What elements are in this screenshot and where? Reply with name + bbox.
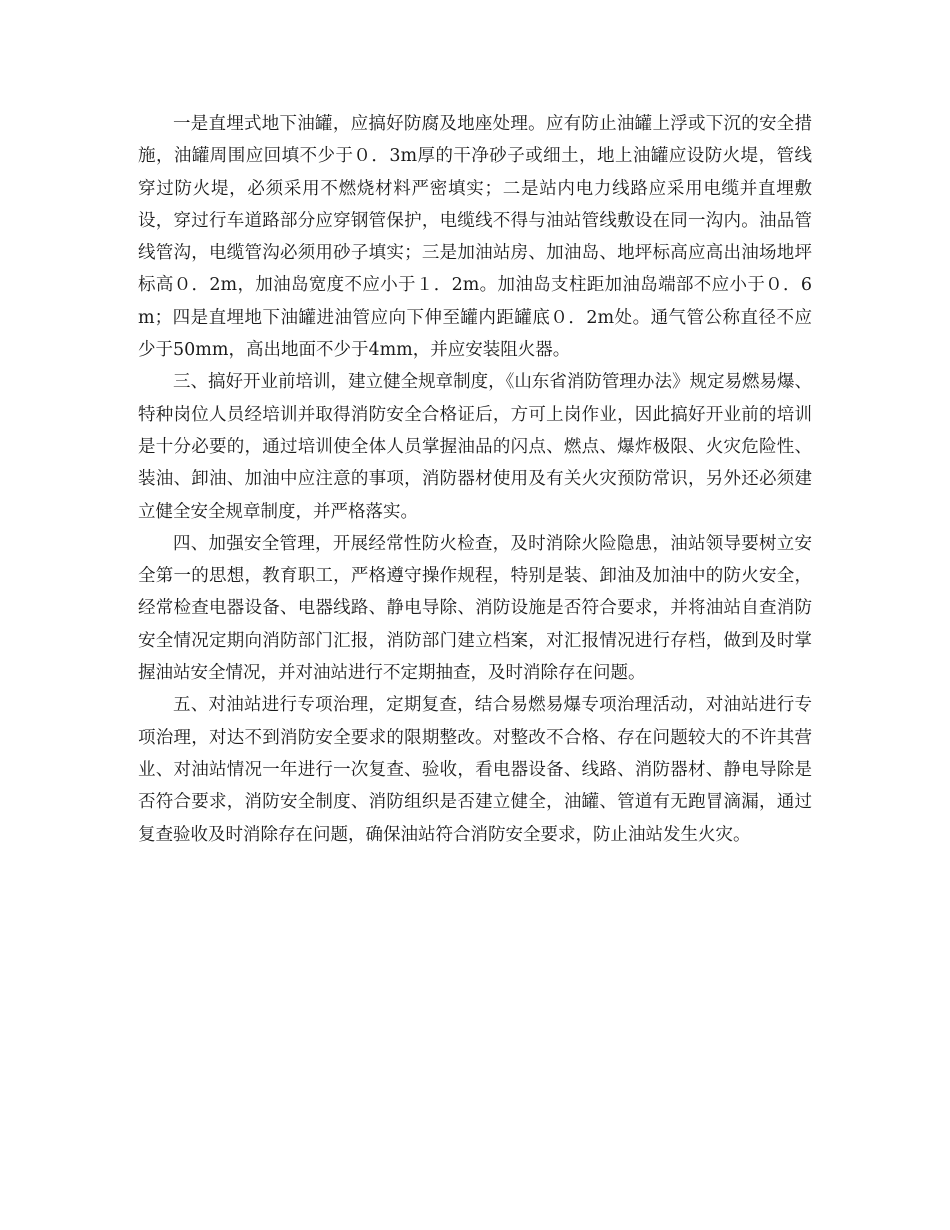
paragraph-pre-opening-training: 三、搞好开业前培训，建立健全规章制度，《山东省消防管理办法》规定易燃易爆、特种岗位人员经培训并取得消防安全合格证后，方可上岗作业，因此搞好开业前的培训是十分必要的，通过培训使全体人员掌握油品的闪点、燃点、爆炸极限、火灾危险性、装油、卸油、加油中应注意的事项，消防器材使用及有关火灾预防常识，另外还必须建立健全安全规章制度，并严格落实。 [138,372,812,522]
paragraph-safety-management: 四、加强安全管理，开展经常性防火检查，及时消除火险隐患，油站领导要树立安全第一的思想，教育职工，严格遵守操作规程，特别是装、卸油及加油中的防火安全，经常检查电器设备、电器线路、静电导除、消防设施是否符合要求，并将油站自查消防安全情况定期向消防部门汇报，消防部门建立档案，对汇报情况进行存档，做到及时掌握油站安全情况，并对油站进行不定期抽查，及时消除存在问题。 [138,533,812,684]
paragraph-tank-installation: 一是直埋式地下油罐，应搞好防腐及地座处理。应有防止油罐上浮或下沉的安全措施，油罐周围应回填不少于０．3m厚的干净砂子或细土，地上油罐应设防火堤，管线穿过防火堤，必须采用不燃烧材料严密填实；二是站内电力线路应采用电缆并直埋敷设，穿过行车道路部分应穿钢管保护，电缆线不得与油站管线敷设在同一沟内。油品管线管沟，电缆管沟必须用砂子填实；三是加油站房、加油岛、地坪标高应高出油场地坪标高０．2m，加油岛宽度不应小于１．2m。加油岛支柱距加油岛端部不应小于０．6m；四是直埋地下油罐进油管应向下伸至罐内距罐底０．2m处。通气管公称直径不应少于50mm，高出地面不少于4mm，并应安装阻火器。 [138,114,812,361]
paragraph-special-rectification: 五、对油站进行专项治理，定期复查，结合易燃易爆专项治理活动，对油站进行专项治理，对达不到消防安全要求的限期整改。对整改不合格、存在问题较大的不许其营业、对油站情况一年进行一次复查、验收，看电器设备、线路、消防器材、静电导除是否符合要求，消防安全制度、消防组织是否建立健全，油罐、管道有无跑冒滴漏，通过复查验收及时消除存在问题，确保油站符合消防安全要求，防止油站发生火灾。 [138,695,812,845]
